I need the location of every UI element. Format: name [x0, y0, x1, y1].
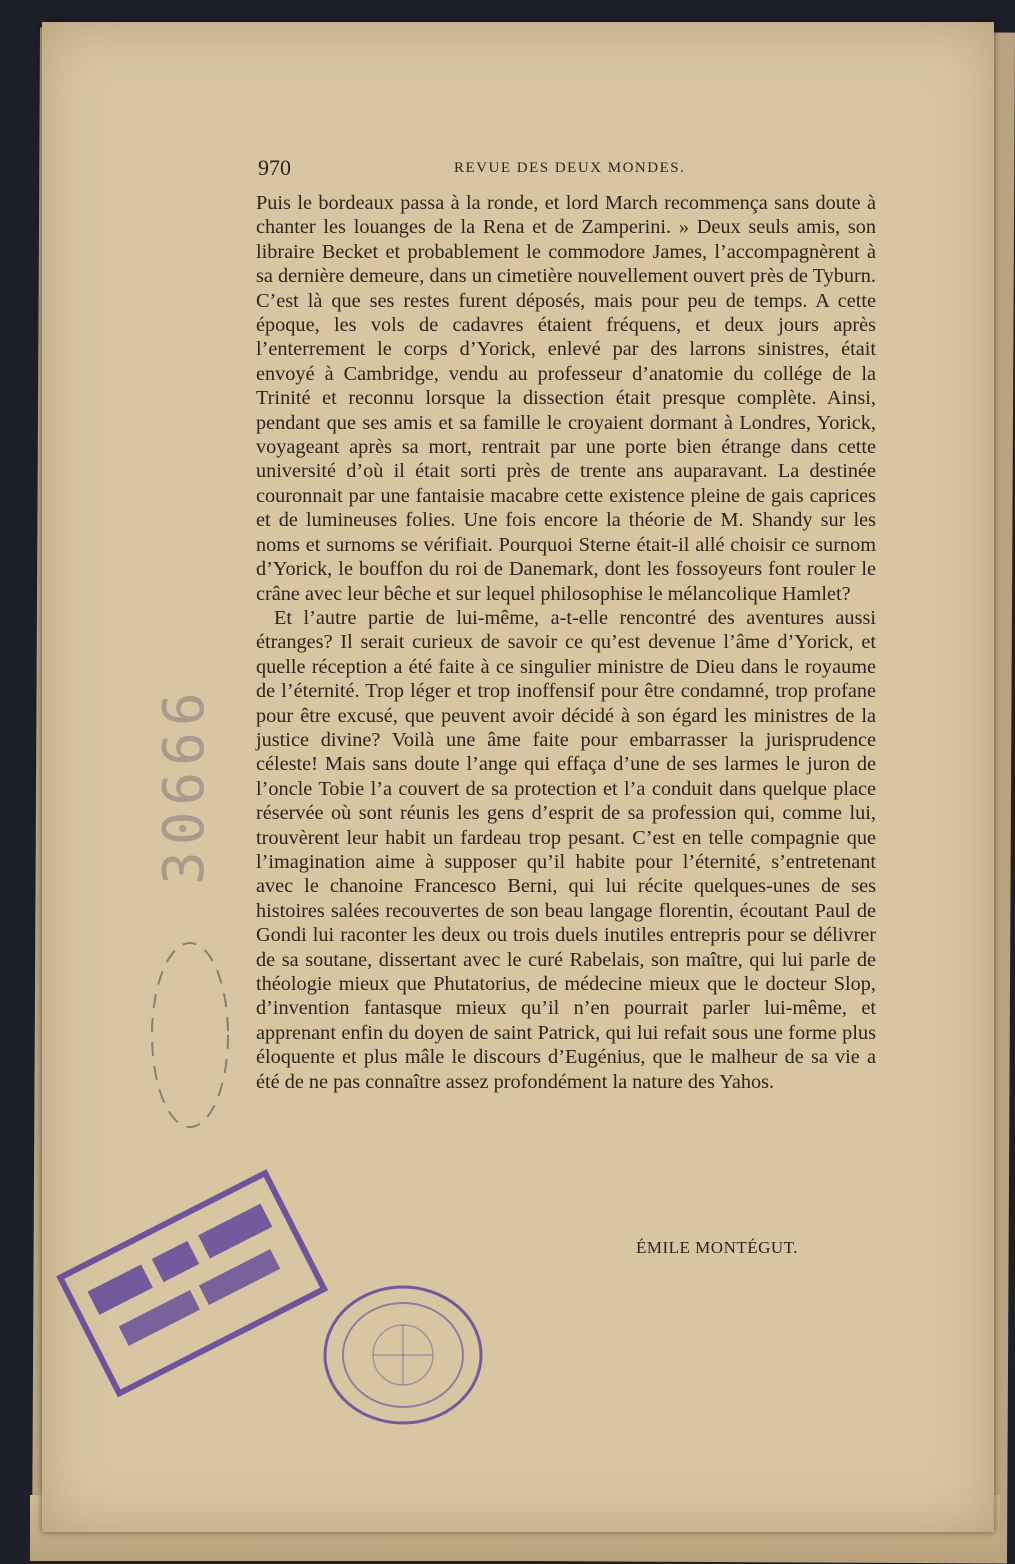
library-rectangular-stamp-icon — [40, 1150, 340, 1430]
library-round-seal-icon — [318, 1280, 488, 1430]
author-signature: ÉMILE MONTÉGUT. — [636, 1238, 799, 1257]
paragraph-2: Et l’autre partie de lui-même, a-t-elle rencontré des aventures aussi étranges? Il serait curieux de savoir ce qu’est devenue l’âme d’Yorick, et quelle réception a été faite à ce singulier ministre de Dieu dans le royaume de l’éternité. Trop léger et trop inoffensif pour être condamné, trop profane pour être excusé, que peuvent avoir décidé à son égard les ministres de la justice divine? Voilà une âme faite pour embarrasser la jurisprudence céleste! Mais sans doute l’ange qui effaça d’une de ses larmes le juron de l’oncle Tobie l’a couvert de sa protection et l’a conduit dans quelque place réservée où sont réunis les gens d’esprit de sa profession qui, comme lui, trouvèrent leur habit un fardeau trop pesant. C’est en telle compagnie que l’imagination aime à supposer qu’il habite pour l’éternité, s’entretenant avec le chanoine Francesco Berni, qui lui récite quelques-unes de ses histoires salées recouvertes de son beau langage florentin, écoutant Paul de Gondi lui raconter les deux ou trois duels inutiles entrepris pour se délivrer de sa soutane, dissertant avec le curé Rabelais, son maître, qui lui parle de théologie mieux que Phutatorius, de médecine mieux que le docteur Slop, d’invention fantasque mieux qu’il n’en pourrait parler lui-même, et apprenant enfin du doyen de saint Patrick, qui lui refait sous une forme plus éloquente et plus mâle le discours d’Eugénius, que le malheur de sa vie a été de ne pas connaître assez profondément la nature des Yahos. — [256, 606, 876, 1093]
inventory-number-stamp: 30666 — [152, 686, 217, 885]
paragraph-1: Puis le bordeaux passa à la ronde, et lord March recommença sans doute à chanter les louanges de la Rena et de Zamperini. » Deux seuls amis, son libraire Becket et probablement le commodore James, l’accompagnèrent à sa dernière demeure, dans un cimetière nouvellement ouvert près de Tyburn. C’est là que ses restes furent déposés, mais pour peu de temps. A cette époque, les vols de cadavres étaient fréquens, et deux jours après l’enterrement le corps d’Yorick, enlevé par des larrons sinistres, était envoyé à Cambridge, vendu au professeur d’anatomie du collége de la Trinité et reconnu lorsque la dissection était presque complète. Ainsi, pendant que ses amis et sa famille le croyaient dormant à Londres, Yorick, voyageant après sa mort, rentrait par une porte bien étrange dans cette université d’où il était sorti près de trente ans auparavant. La destinée couronnait par une fantaisie macabre cette existence pleine de gais caprices et de lumineuses folies. Une fois encore la théorie de M. Shandy sur les noms et surnoms se vérifiait. Pourquoi Sterne était-il allé choisir ce surnom d’Yorick, le bouffon du roi de Danemark, dont les fossoyeurs font rouler le crâne avec leur bêche et sur lequel philosophise le mélancolique Hamlet? — [256, 192, 876, 605]
running-title: REVUE DES DEUX MONDES. — [454, 160, 686, 176]
page-header — [258, 155, 878, 185]
page-number: 970 — [258, 155, 291, 180]
date-stamp-icon — [135, 930, 245, 1140]
article-text — [256, 191, 876, 1094]
